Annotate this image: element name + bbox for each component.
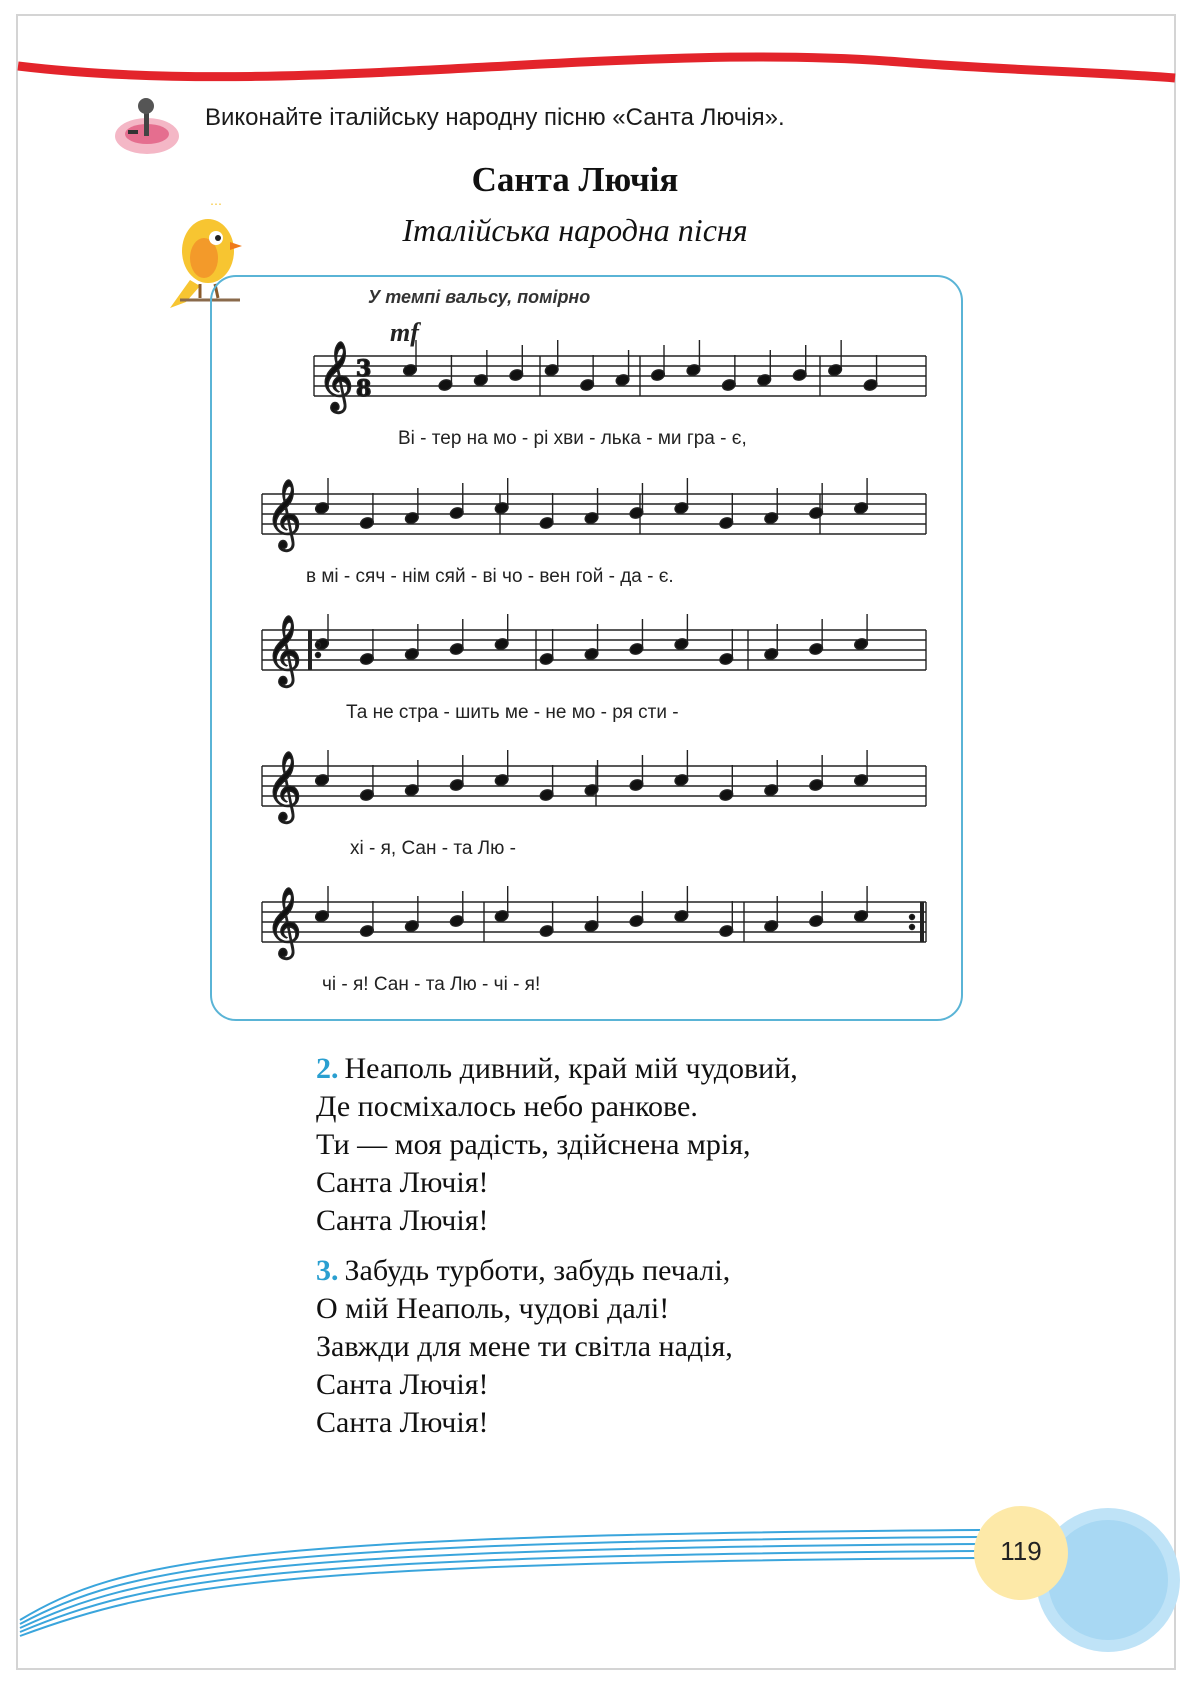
verse-text: Забудь турботи, забудь печалі, — [344, 1254, 731, 1287]
verse-line — [316, 1252, 733, 1290]
repeat-dot — [316, 643, 321, 648]
song-title: Санта Лючія — [471, 160, 679, 199]
treble-clef-icon: 𝄞 — [318, 341, 354, 411]
lyric-line-5: чі - я! Сан - та Лю - чі - я! — [322, 974, 541, 995]
verse-2 — [316, 1050, 798, 1240]
verse-line: Санта Лючія! — [316, 1368, 489, 1401]
repeat-dot — [910, 915, 915, 920]
lyric-line-3: Та не стра - шить ме - не мо - ря сти - — [346, 702, 679, 723]
treble-clef-icon: 𝄞 — [266, 887, 302, 957]
time-signature-bottom: 8 — [356, 376, 372, 402]
repeat-dot — [910, 925, 915, 930]
repeat-dot — [316, 653, 321, 658]
verse-text: Неаполь дивний, край мій чудовий, — [344, 1052, 798, 1085]
treble-clef-icon: 𝄞 — [266, 751, 302, 821]
verse-line: О мій Неаполь, чудові далі! — [316, 1292, 670, 1325]
page-number: 119 — [1000, 1536, 1042, 1566]
instruction-text: Виконайте італійську народну пісню «Санта Лючія». — [205, 104, 785, 131]
treble-clef-icon: 𝄞 — [266, 479, 302, 549]
tempo-marking: У темпі вальсу, помірно — [368, 287, 591, 307]
verse-line: Де посміхалось небо ранкове. — [316, 1090, 698, 1123]
lyric-line-2: в мі - сяч - нім сяй - ві чо - вен гой - да - є. — [306, 566, 674, 587]
verse-line: Санта Лючія! — [316, 1406, 489, 1439]
verse-line: Санта Лючія! — [316, 1204, 489, 1237]
treble-clef-icon: 𝄞 — [266, 615, 302, 685]
verse-3 — [316, 1252, 733, 1442]
verse-line: Санта Лючія! — [316, 1166, 489, 1199]
svg-text:⋯: ⋯ — [210, 197, 222, 211]
verse-line: Ти — моя радість, здійснена мрія, — [316, 1128, 751, 1161]
lyric-line-1: Ві - тер на мо - рі хви - лька - ми гра - є, — [398, 428, 747, 449]
dynamic-marking: mf — [390, 318, 419, 347]
verse-line — [316, 1050, 798, 1088]
verse-number: 2. — [316, 1052, 339, 1085]
lyric-line-4: хі - я, Сан - та Лю - — [350, 838, 516, 859]
verse-line: Завжди для мене ти світла надія, — [316, 1330, 733, 1363]
time-signature-top: 3 — [356, 356, 372, 382]
verse-number: 3. — [316, 1254, 339, 1287]
song-subtitle: Італійська народна пісня — [402, 212, 748, 248]
